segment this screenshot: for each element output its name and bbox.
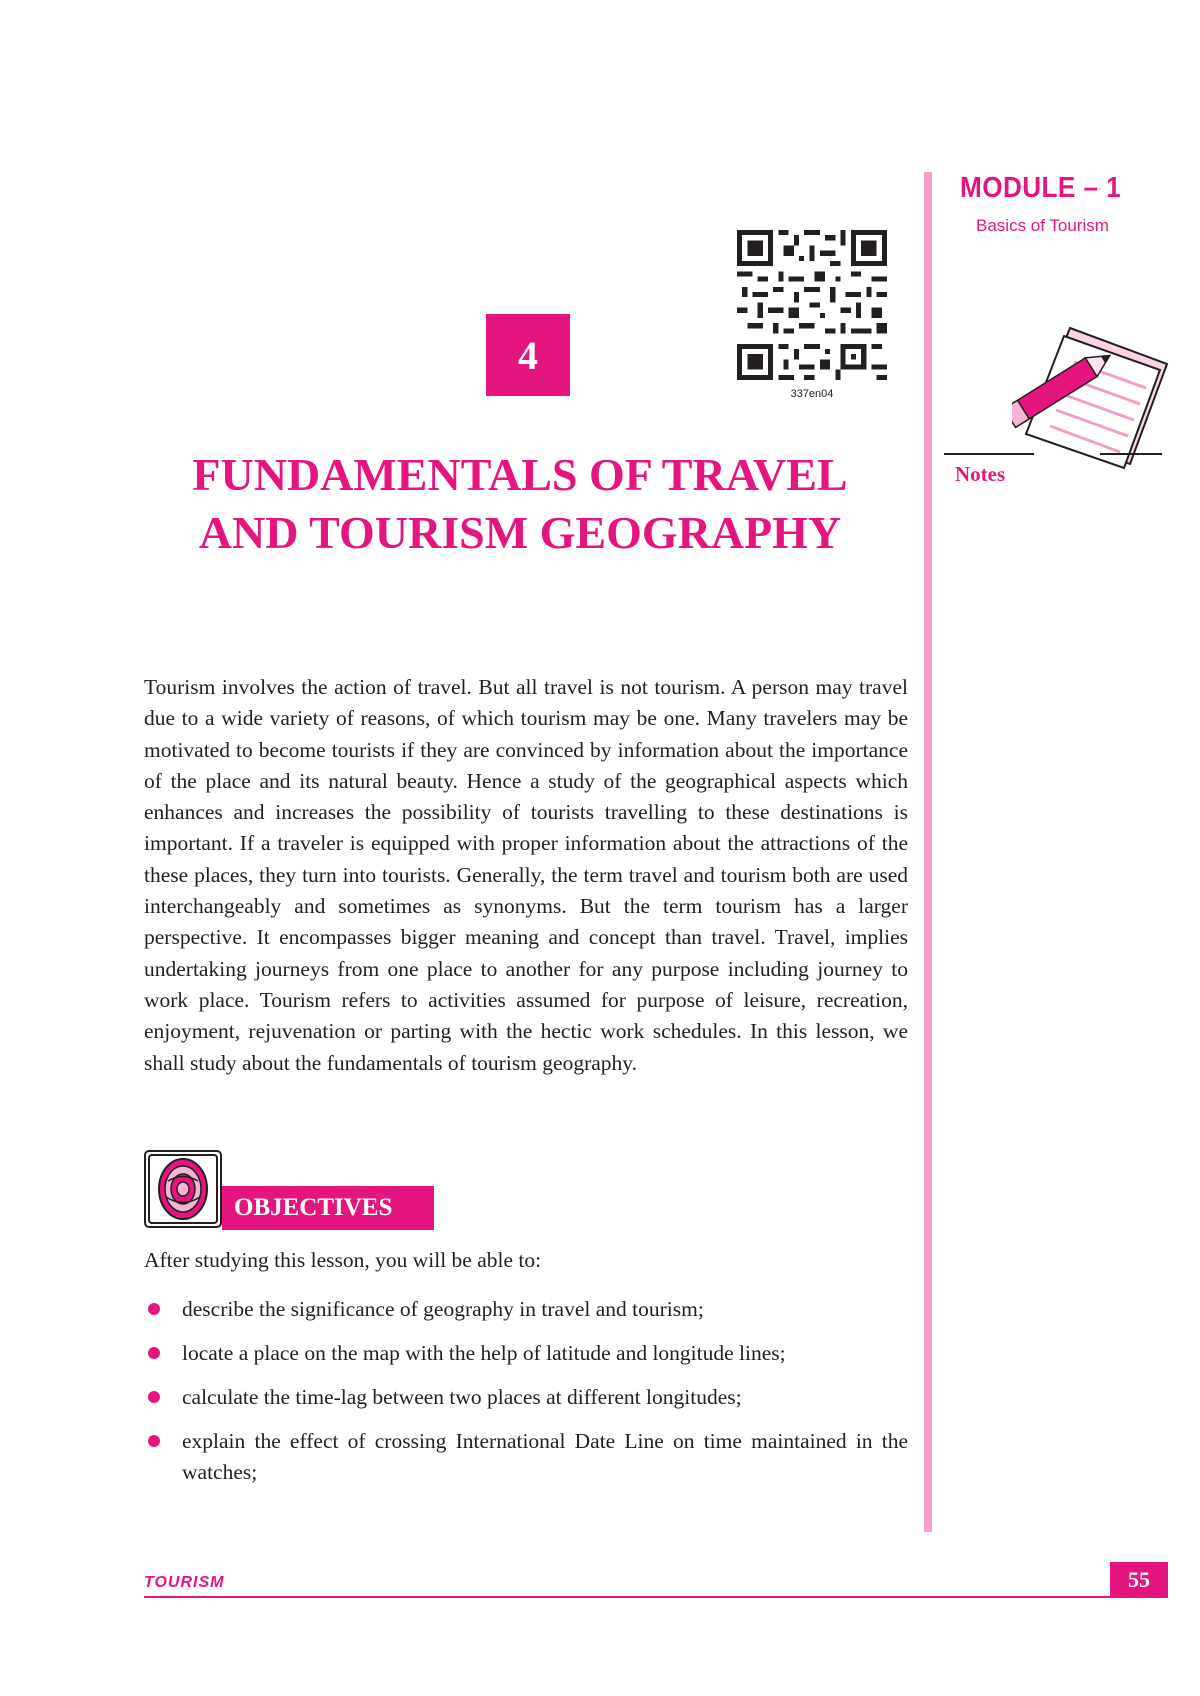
list-item: [144, 1382, 908, 1413]
footer-label: TOURISM: [144, 1574, 225, 1591]
objective-text: describe the significance of geography in travel and tourism;: [182, 1297, 704, 1321]
notes-label: Notes: [955, 462, 1006, 486]
list-item: [144, 1426, 908, 1488]
intro-paragraph: Tourism involves the action of travel. But all travel is not tourism. A person may travel due to a wide variety of reasons, of which tourism may be one. Many travelers may be motivated to become tourists if they are convinced by information about the importance of the place and its natural beauty. Hence a study of the geographical aspects which enhances and increases the possibility of tourists travelling to these destinations is important. If a traveler is equipped with proper information about the attractions of the these places, they turn into tourists. Generally, the term travel and tourism both are used interchangeably and sometimes as synonyms. But the term tourism has a larger perspective. It encompasses bigger meaning and concept than travel. Travel, implies undertaking journeys from one place to another for any purpose including journey to work place. Tourism refers to activities assumed for purpose of leisure, recreation, enjoyment, rejuvenation or parting with the hectic work schedules. In this lesson, we shall study about the fundamentals of tourism geography.: [144, 675, 908, 1075]
bullet-icon: [148, 1435, 160, 1447]
qr-caption: 337en04: [790, 388, 834, 400]
chapter-number: 4: [486, 314, 570, 396]
sidebar-rule: [924, 172, 932, 1532]
bullet-icon: [148, 1303, 160, 1315]
footer-rule: [144, 1596, 1168, 1598]
chapter-title-line2: AND TOURISM GEOGRAPHY: [198, 507, 842, 558]
qr-code-icon[interactable]: [737, 230, 887, 380]
module-subtitle: Basics of Tourism: [976, 216, 1109, 235]
target-icon: [144, 1150, 222, 1228]
list-item: [144, 1338, 908, 1369]
notes-rule-left: [944, 453, 1034, 455]
module-title: MODULE – 1: [960, 172, 1122, 204]
chapter-title: [140, 446, 900, 562]
objective-text: locate a place on the map with the help of latitude and longitude lines;: [182, 1341, 786, 1365]
objectives-lead: After studying this lesson, you will be able to:: [144, 1248, 542, 1272]
notes-rule-right: [1100, 453, 1162, 455]
list-item: [144, 1294, 908, 1325]
objectives-list: [144, 1294, 908, 1501]
bullet-icon: [148, 1391, 160, 1403]
objective-text: calculate the time-lag between two places at different longitudes;: [182, 1385, 742, 1409]
objectives-heading: OBJECTIVES: [222, 1186, 434, 1230]
objective-text: explain the effect of crossing International Date Line on time maintained in the watches;: [182, 1429, 908, 1484]
chapter-title-line1: FUNDAMENTALS OF TRAVEL: [192, 449, 848, 500]
bullet-icon: [148, 1347, 160, 1359]
page-number: 55: [1110, 1562, 1168, 1598]
